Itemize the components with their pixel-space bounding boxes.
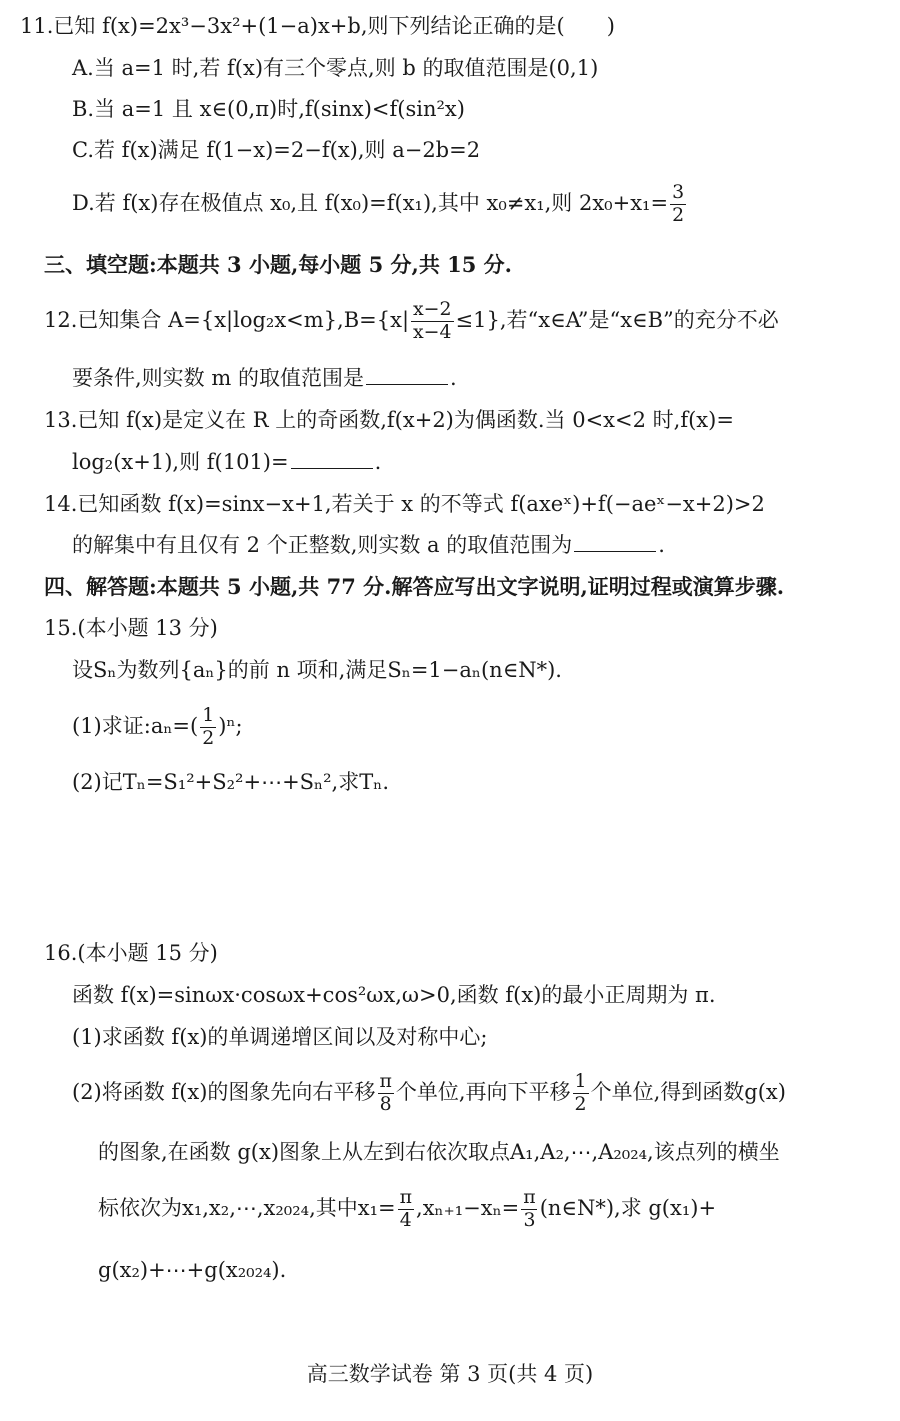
q11-option-d [72,183,688,226]
fraction-numerator: π [379,1070,392,1092]
q12-fraction [411,300,454,343]
q15-part-1-text-b: )ⁿ; [218,713,243,738]
q14-answer-blank[interactable] [574,550,656,552]
q12-text-b: ≤1},若“x∈A”是“x∈B”的充分不必 [455,307,779,332]
q12-answer-blank[interactable] [366,383,448,385]
q16-part-2-line-3 [98,1188,716,1231]
q13-line-2 [72,450,381,475]
q12-line-1 [44,300,779,343]
q16-fraction-3 [398,1188,414,1231]
fraction-numerator: π [399,1186,413,1208]
q11-option-c: C.若 f(x)满足 f(1−x)=2−f(x),则 a−2b=2 [72,138,481,162]
q13-period: . [374,450,382,474]
q13-line-1: 13.已知 f(x)是定义在 R 上的奇函数,f(x+2)为偶函数.当 0<x<2 时,f(x)= [44,408,734,432]
q16-text-c: 个单位,得到函数g(x) [590,1079,786,1104]
q16-text-b: 个单位,再向下平移 [395,1079,571,1104]
fraction-numerator: 1 [202,704,215,726]
q16-fraction-2 [573,1072,589,1115]
q14-line-1: 14.已知函数 f(x)=sinx−x+1,若关于 x 的不等式 f(axeˣ)+f(−aeˣ−x+2)>2 [44,492,765,516]
q16-fraction-4 [521,1188,537,1231]
fraction-denominator: 3 [523,1208,536,1231]
fraction-denominator: 2 [202,726,215,749]
q16-part-2-line-1 [72,1072,786,1115]
q11-option-b: B.当 a=1 且 x∈(0,π)时,f(sinx)<f(sin²x) [72,97,465,121]
q12-text-a: 12.已知集合 A={x|log₂x<m},B={x| [44,307,410,332]
q14-line-2 [72,533,665,558]
fraction-numerator: 1 [574,1070,587,1092]
fraction-denominator: 2 [672,203,685,226]
q16-fraction-1 [377,1072,393,1115]
fraction-numerator: 3 [672,181,685,203]
section-3-heading: 三、填空题:本题共 3 小题,每小题 5 分,共 15 分. [44,252,512,277]
q15-fraction [200,706,216,749]
q14-period: . [658,533,665,557]
fraction-denominator: 4 [399,1208,412,1231]
q11-option-d-fraction [670,183,686,226]
fraction-denominator: 2 [574,1092,587,1115]
q13-answer-blank[interactable] [291,467,373,469]
q16-part-2-line-2: 的图象,在函数 g(x)图象上从左到右依次取点A₁,A₂,⋯,A₂₀₂₄,该点列的横坐 [98,1140,780,1164]
q15-part-1-text-a: (1)求证:aₙ=( [72,713,199,738]
page-footer: 高三数学试卷 第 3 页(共 4 页) [306,1362,594,1386]
q14-text: 的解集中有且仅有 2 个正整数,则实数 a 的取值范围为 [72,533,573,557]
q12-period: . [449,366,457,390]
q16-stem: 函数 f(x)=sinωx·cosωx+cos²ωx,ω>0,函数 f(x)的最小正周期为 π. [72,983,716,1007]
q12-text-c: 要条件,则实数 m 的取值范围是 [72,366,364,390]
q16-text-f: (n∈N*),求 g(x₁)+ [539,1195,717,1220]
q13-text: log₂(x+1),则 f(101)= [72,450,289,474]
fraction-numerator: x−2 [413,298,452,320]
fraction-denominator: x−4 [413,320,452,343]
q16-text-d: 标依次为x₁,x₂,⋯,x₂₀₂₄,其中x₁= [98,1195,396,1220]
q15-part-1 [72,706,243,749]
q11-stem: 11.已知 f(x)=2x³−3x²+(1−a)x+b,则下列结论正确的是( ) [20,14,615,38]
section-4-heading: 四、解答题:本题共 5 小题,共 77 分.解答应写出文字说明,证明过程或演算步骤. [44,574,785,599]
q12-line-2 [72,366,457,391]
q16-text-a: (2)将函数 f(x)的图象先向右平移 [72,1079,376,1104]
q16-part-1: (1)求函数 f(x)的单调递增区间以及对称中心; [72,1025,488,1049]
q16-part-2-line-4: g(x₂)+⋯+g(x₂₀₂₄). [98,1258,287,1282]
fraction-denominator: 8 [379,1092,392,1115]
q16-text-e: ,xₙ₊₁−xₙ= [416,1195,520,1220]
q11-option-a: A.当 a=1 时,若 f(x)有三个零点,则 b 的取值范围是(0,1) [72,56,599,80]
fraction-numerator: π [523,1186,536,1208]
q16-heading: 16.(本小题 15 分) [44,941,218,965]
q11-option-d-text: D.若 f(x)存在极值点 x₀,且 f(x₀)=f(x₁),其中 x₀≠x₁,则 2x₀+x₁= [72,190,669,215]
q15-stem: 设Sₙ为数列{aₙ}的前 n 项和,满足Sₙ=1−aₙ(n∈N*). [72,658,562,682]
q15-part-2: (2)记Tₙ=S₁²+S₂²+⋯+Sₙ²,求Tₙ. [72,770,389,794]
q15-heading: 15.(本小题 13 分) [44,616,218,640]
